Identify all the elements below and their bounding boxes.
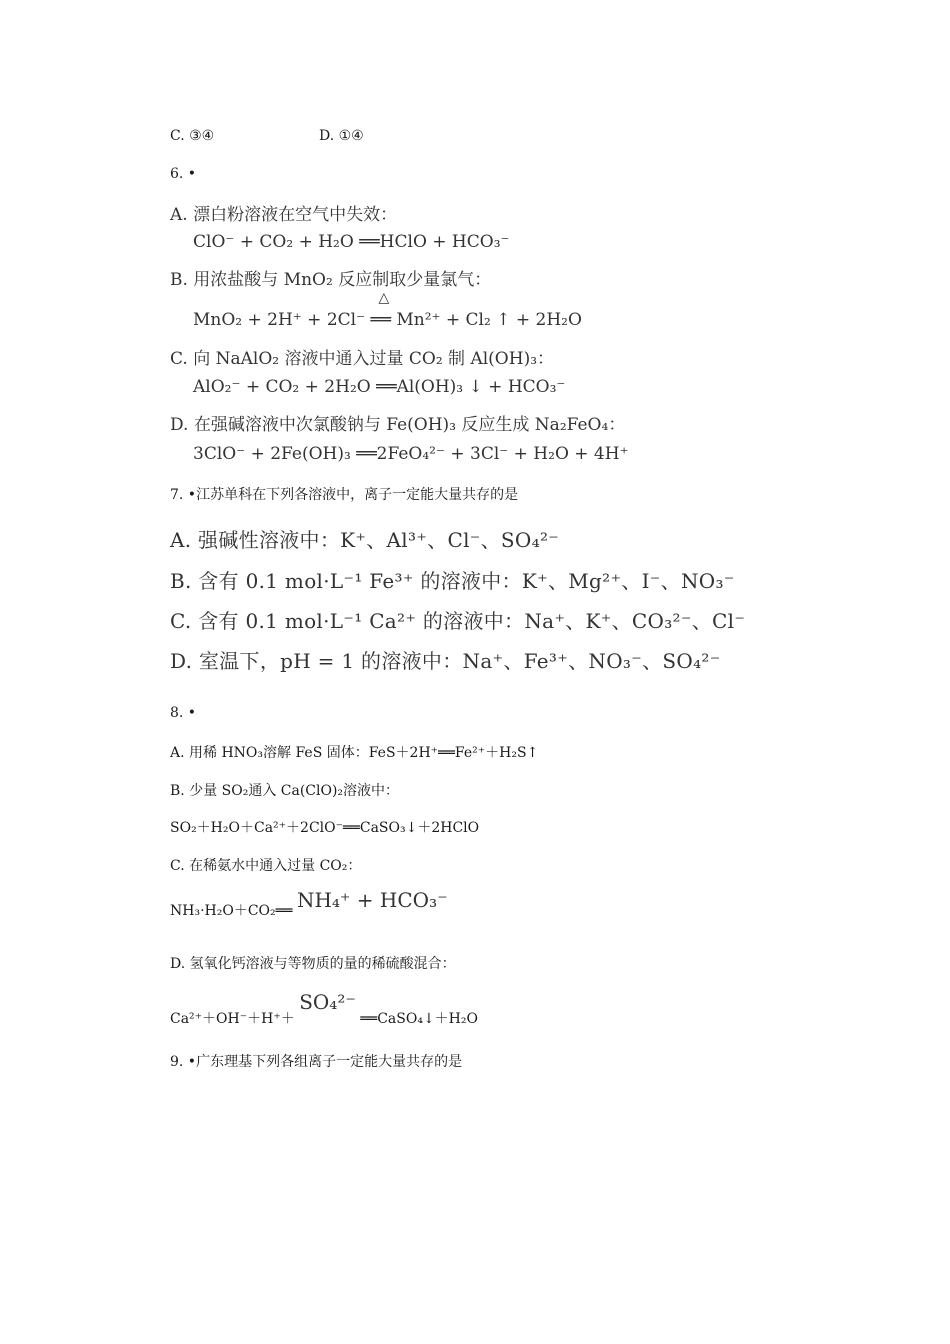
q5-option-d: D. ①④ (319, 128, 364, 144)
q6-option-d-equation: 3ClO⁻ + 2Fe(OH)₃ ══2FeO₄²⁻ + 3Cl⁻ + H₂O + 4H⁺ (193, 444, 629, 464)
q6-option-c-equation: AlO₂⁻ + CO₂ + 2H₂O ══Al(OH)₃ ↓ + HCO₃⁻ (193, 377, 566, 397)
q7-option-b: B. 含有 0.1 mol·L⁻¹ Fe³⁺ 的溶液中：K⁺、Mg²⁺、I⁻、NO₃⁻ (170, 569, 735, 593)
q6-option-c-text: C. 向 NaAlO₂ 溶液中通入过量 CO₂ 制 Al(OH)₃： (170, 349, 555, 369)
q6-option-a-text: A. 漂白粉溶液在空气中失效： (170, 205, 398, 225)
q7-option-d: D. 室温下，pH = 1 的溶液中：Na⁺、Fe³⁺、NO₃⁻、SO₄²⁻ (170, 649, 721, 673)
q7-option-c: C. 含有 0.1 mol·L⁻¹ Ca²⁺ 的溶液中：Na⁺、K⁺、CO₃²⁻、Cl⁻ (170, 609, 746, 633)
q8-d-equation-mid: SO₄²⁻ (299, 990, 356, 1014)
q8-option-b-equation: SO₂＋H₂O＋Ca²⁺＋2ClO⁻══CaSO₃↓＋2HClO (170, 820, 480, 836)
q9-header: 9. •广东理基下列各组离子一定能大量共存的是 (170, 1054, 463, 1070)
q7-option-a: A. 强碱性溶液中：K⁺、Al³⁺、Cl⁻、SO₄²⁻ (170, 528, 560, 552)
q8-option-b-text: B. 少量 SO₂通入 Ca(ClO)₂溶液中： (170, 783, 400, 799)
q8-option-d-text: D. 氢氧化钙溶液与等物质的量的稀硫酸混合： (170, 956, 456, 972)
heat-condition-icon: △ (378, 290, 390, 306)
q8-c-equation-left: NH₃·H₂O＋CO₂══ (170, 903, 293, 919)
q6-header: 6. • (170, 166, 197, 182)
q6-option-b-text: B. 用浓盐酸与 MnO₂ 反应制取少量氯气： (170, 270, 492, 290)
q8-c-equation-right: NH₄⁺ + HCO₃⁻ (296, 888, 448, 912)
q8-option-c-text: C. 在稀氨水中通入过量 CO₂： (170, 858, 362, 874)
q7-header: 7. •江苏单科在下列各溶液中，离子一定能大量共存的是 (170, 487, 519, 503)
q6-b-equation-left: MnO₂ + 2H⁺ + 2Cl⁻ (193, 310, 366, 330)
q8-option-c-equation (170, 888, 448, 920)
q6-option-b-equation (193, 290, 582, 330)
q5-option-c: C. ③④ (170, 128, 215, 144)
q8-d-equation-right: ══CaSO₄↓＋H₂O (360, 1011, 478, 1027)
q8-option-d-equation (170, 990, 478, 1028)
q6-option-a-equation: ClO⁻ + CO₂ + H₂O ══HClO + HCO₃⁻ (193, 232, 510, 252)
q6-b-arrow: △ ══ (370, 290, 391, 330)
q8-d-equation-left: Ca²⁺＋OH⁻＋H⁺＋ (170, 1011, 295, 1027)
q8-header: 8. • (170, 705, 197, 721)
q6-b-equation-right: Mn²⁺ + Cl₂ ↑ + 2H₂O (396, 310, 582, 330)
q6-option-d-text: D. 在强碱溶液中次氯酸钠与 Fe(OH)₃ 反应生成 Na₂FeO₄： (170, 415, 626, 435)
q8-option-a: A. 用稀 HNO₃溶解 FeS 固体：FeS＋2H⁺══Fe²⁺＋H₂S↑ (170, 745, 539, 761)
